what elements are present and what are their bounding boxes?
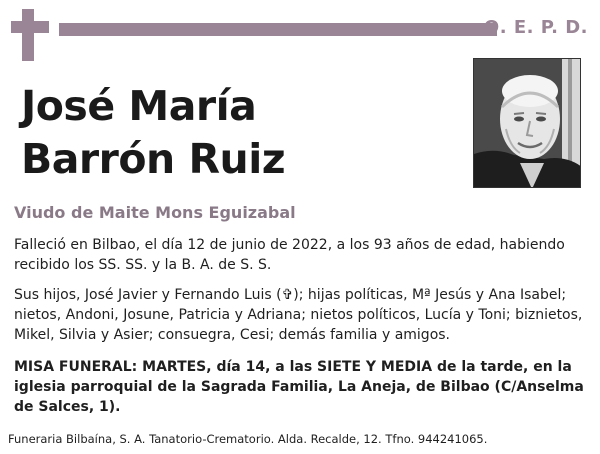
family-paragraph: Sus hijos, José Javier y Fernando Luis (✞); hijas políticas, Mª Jesús y Ana Isabel; nietos, Andoni, Josune, Patricia y Adriana; nietos políticos, Lucía y Toni; biznietos, Mikel, Silvia y Asier; consuegra, Cesi; demás familia y amigos. bbox=[14, 287, 583, 343]
cross-horizontal-bar bbox=[11, 21, 49, 33]
widow-of-line: Viudo de Maite Mons Eguizabal bbox=[14, 203, 296, 222]
cross-vertical-bar bbox=[22, 9, 34, 61]
funeral-mass-paragraph: MISA FUNERAL: MARTES, día 14, a las SIETE Y MEDIA de la tarde, en la iglesia parroquial de la Sagrada Familia, La Aneja, de Bilbao (C/Anselma de Salces, 1). bbox=[14, 359, 584, 415]
portrait-image bbox=[474, 59, 581, 188]
qepd-label: Q. E. P. D. bbox=[483, 17, 588, 38]
death-notice-paragraph: Falleció en Bilbao, el día 12 de junio de 2022, a los 93 años de edad, habiendo recibido los SS. SS. y la B. A. de S. S. bbox=[14, 237, 565, 273]
deceased-name-line2: Barrón Ruiz bbox=[21, 135, 286, 183]
header-rule bbox=[59, 23, 497, 36]
portrait-photo bbox=[473, 58, 581, 188]
funeral-home-footer: Funeraria Bilbaína, S. A. Tanatorio-Crematorio. Alda. Recalde, 12. Tfno. 944241065. bbox=[8, 432, 488, 446]
deceased-name-line1: José María bbox=[21, 82, 257, 130]
deceased-name bbox=[21, 80, 285, 186]
